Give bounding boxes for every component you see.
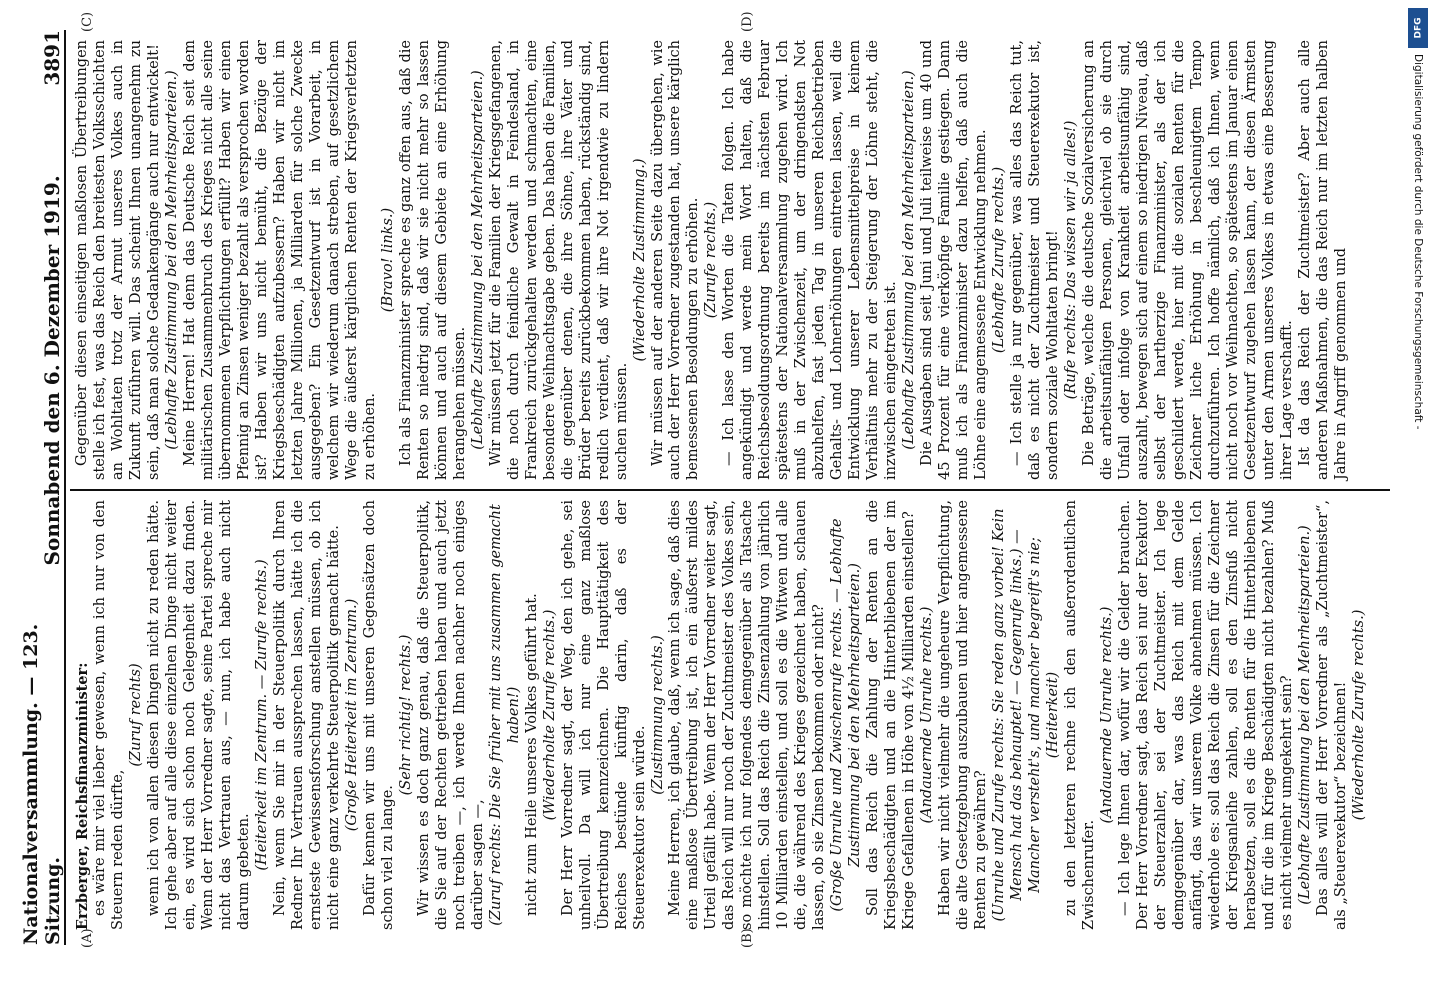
interjection: (Andauernde Unruhe rechts.)	[919, 606, 936, 824]
margin-marker-a: (A)	[80, 928, 95, 948]
interjection: (Heiterkeit)	[1045, 671, 1062, 759]
paragraph: Die Beträge, welche die deutsche Sozialversicherung an die arbeitsunfähigen Personen, gleichviel ob sie durch Unfall oder infolge von Krankheit arbeitsunfähig sind, auszahlt, bewegen sich auf einem so niedrigen Niveau, daß selbst der hartherzige Finanzminister, als der ich geschildert werde, hier mit die sozialen Renten für die Zeichner liche Erhöhung in beschleunigtem Tempo durchzuführen. Ich hoffe nämlich, daß ich Ihnen, wenn nicht noch vor Weihnachten, so spätestens im Januar einen Gesetzentwurf zugehen lassen kann, der diesen Ärmsten unter den Armen unseres Volkes in etwas eine Besserung ihrer Lage verschafft.	[1081, 40, 1295, 480]
paragraph: Meine Herren! Hat denn das Deutsche Reich seit dem militärischen Zusammenbruch des Krieges nicht alle seine übernommenen Verpflichtungen erfüllt? Haben wir einen Pfennig an Zinsen weniger bezahlt als versprochen worden ist? Haben wir uns nicht bemüht, die Bezüge der Kriegsbeschädigten aufzubessern? Haben wir nicht im letzten Jahre Millionen, ja Milliarden für solche Zwecke ausgegeben? Ein Gesetzentwurf ist in Vorarbeit, in welchem wir wiederum danach streben, auf gesetzlichem Wege die äußerst kärglichen Renten der Kriegsverletzten zu erhöhen.	[181, 40, 378, 480]
paragraph: es wäre mir viel lieber gewesen, wenn ich nur von den Steuern reden dürfte,	[91, 500, 126, 930]
paragraph: Meine Herren, ich glaube, daß, wenn ich sage, daß dies eine maßlose Übertreibung ist, ich ein äußerst mildes Urteil gefällt habe. Wenn der Herr Vorredner weiter sagt, das Reich will nur noch der Zuchtmeister des Volkes sein, so möchte ich nur folgendes demgegenüber als Tatsache hinstellen. Soll das Reich die Zinsenzahlung von jährlich 10 Milliarden einstellen, und soll es die Witwen und alle die, die während des Krieges gezeichnet haben, schauen lassen, ob sie Zinsen bekommen oder nicht?	[667, 500, 828, 930]
paragraph: — Ich lasse den Worten die Taten folgen. Ich habe angekündigt und werde mein Wort halten, daß die Reichsbesoldungsordnung bereits im nächsten Februar spätestens der Nationalversammlung zugehen wird. Ich muß in der Zwischenzeit, um der dringendsten Not abzuhelfen, fast jeden Tag in unseren Reichsbetrieben Gehalts- und Lohnerhöhungen eintreten lassen, weil die Entwicklung unserer Lebensmittelpreise in keinem Verhältnis mehr zu der Steigerung der Löhne steht, die inzwischen eingetreten ist.	[721, 40, 900, 480]
column-divider	[70, 489, 1390, 491]
header-left: Nationalversammlung. — 123. Sitzung.	[20, 623, 64, 945]
paragraph: — Ich lege Ihnen dar, wofür wir die Gelder brauchen. Der Herr Vorredner sagt, das Reich sei nur der Exekutor der Steuerzahler, sei der Zuchtmeister. Ich lege demgegenüber dar, was das Reich mit dem Gelde anfängt, das wir unserem Volke abnehmen müssen. Ich wiederhole es: soll das Reich die Zinsen für die Zeichner der Kriegsanleihe zahlen, soll es den Zinsfuß nicht herabsetzen, soll es die Renten für die Hinterbliebenen und für die im Kriege Beschädigten nicht bezahlen? Muß es nicht vielmehr umgekehrt sein?	[1117, 500, 1295, 930]
interjection: (Rufe rechts: Das wissen wir ja alles!)	[1063, 120, 1080, 400]
paragraph: Dafür kennen wir uns mit unseren Gegensätzen doch schon viel zu lange.	[361, 500, 396, 930]
paragraph: Gegenüber diesen einseitigen maßlosen Übertreibungen stelle ich fest, was das Reich den breitesten Volksschichten an Wohltaten trotz der Armut unseres Volkes auch in Zukunft zuführen will. Das scheint Ihnen unangenehm zu sein, daß man solche Gedankengänge auch nur entwickelt!	[74, 40, 162, 480]
paragraph: Der Herr Vorredner sagt, der Weg, den ich gehe, sei unheilvoll. Da will ich nur eine ganz maßlose Übertreibung kennzeichnen. Die Haupttätigkeit des Reiches bestünde künftig darin, daß es der Steuerexekutor sein würde.	[559, 500, 648, 930]
paragraph: Haben wir nicht vielmehr die ungeheure Verpflichtung, die alte Gesetzgebung auszubauen und hier angemessene Renten zu gewähren?	[937, 500, 990, 930]
interjection: (Sehr richtig! rechts.)	[397, 634, 414, 796]
dfg-logo: DFG	[1408, 8, 1428, 48]
interjection: (Lebhafte Zustimmung bei den Mehrheitsparteien.)	[163, 70, 180, 450]
paragraph: Ich als Finanzminister spreche es ganz offen aus, daß die Renten so niedrig sind, daß wir sie nicht mehr so lassen können und auch auf diesem Gebiete an eine Erhöhung herangehen müssen.	[397, 40, 468, 480]
left-text-column	[74, 500, 1390, 930]
interjection: (Lebhafte Zustimmung bei den Mehrheitsparteien.)	[1296, 525, 1313, 905]
paragraph: Wir müssen auf der anderen Seite dazu übergehen, wie auch der Herr Vorredner zugestanden hat, unsere kärglich bemessenen Besoldungen zu erhöhen.	[649, 40, 702, 480]
interjection: (Zuruf rechts)	[127, 663, 144, 767]
interjection: (Heiterkeit im Zentrum. — Zurufe rechts.)	[253, 559, 270, 871]
credit-text: Digitalisierung gefördert durch die Deutsche Forschungsgemeinschaft -	[1412, 54, 1424, 430]
paragraph: Wir wissen es doch ganz genau, daß die Steuerpolitik, die Sie auf der Rechten getrieben haben und auch jetzt noch treiben —, ich werde Ihnen nachher noch einiges darüber sagen —,	[415, 500, 486, 930]
interjection: (Große Heiterkeit im Zentrum.)	[343, 598, 360, 832]
interjection: (Lebhafte Zustimmung bei den Mehrheitsparteien.)	[901, 70, 918, 450]
paragraph: Ist da das Reich der Zuchtmeister? Aber auch alle anderen Maßnahmen, die das Reich nur im letzten halben Jahre in Angriff genommen und	[1296, 40, 1349, 480]
page-header	[20, 30, 66, 945]
paragraph: Das alles will der Herr Vorredner als „Zuchtmeister“, als „Steuerexekutor“ bezeichnen!	[1314, 500, 1349, 930]
interjection: (Wiederholte Zustimmung.)	[631, 158, 648, 362]
paragraph: wenn ich von allen diesen Dingen nicht zu reden hätte. Ich gehe aber auf alle diese einzelnen Dinge nicht weiter ein, es wird sich schon noch Gelegenheit dazu finden. Wenn der Herr Vorredner sagte, seine Partei spreche mir nicht das Vertrauen aus, — nun, ich habe auch nicht darum gebeten.	[145, 500, 252, 930]
margin-marker-b: (B)	[740, 928, 755, 948]
interjection: (Lebhafte Zurufe rechts.)	[991, 166, 1008, 354]
paragraph: Die Ausgaben sind seit Juni und Juli teilweise um 40 und 45 Prozent für eine vierköpfige Familie gestiegen. Dann muß ich als Finanzminister dazu helfen, daß auch die Löhne eine angemessene Entwicklung nehmen.	[919, 40, 990, 480]
paragraph: — Ich stelle ja nur gegenüber, was alles das Reich tut, daß es nicht der Zuchtmeister und Steuerexekutor ist, sondern soziale Wohltaten bringt!	[1009, 40, 1062, 480]
paragraph: nicht zum Heile unseres Volkes geführt hat.	[523, 593, 540, 916]
paragraph: Soll das Reich die Zahlung der Renten an die Kriegsbeschädigten und an die Hinterbliebenen der im Kriege Gefallenen in Höhe von 4½ Milliarden einstellen?	[865, 500, 918, 930]
paragraph: zu den letzteren rechne ich den außerordentlichen Zwischenrufer.	[1063, 500, 1098, 930]
paragraph: Wir müssen jetzt für die Familien der Kriegsgefangenen, die noch durch feindliche Gewalt in Feindesland, in Frankreich zurückgehalten werden und schmachten, eine besondere Weihnachtsgabe geben. Das haben die Familien, die gegenüber denen, die ihre Söhne, ihre Väter und Brüder bereits zurückbekommen haben, rückständig sind, redlich verdient, daß wir ihre Not irgendwie zu lindern suchen müssen.	[487, 40, 630, 480]
header-date: Sonnabend den 6. Dezember 1919.	[40, 175, 64, 566]
margin-marker-d: (D)	[740, 11, 755, 32]
interjection: (Bravo! links.)	[379, 207, 396, 313]
interjection: (Andauernde Unruhe rechts.)	[1099, 606, 1116, 824]
page-number: 3891	[40, 30, 64, 86]
digitization-credit	[1404, 6, 1432, 996]
right-text-column	[74, 40, 1390, 480]
interjection: (Wiederholte Zurufe rechts.)	[1350, 609, 1367, 821]
interjection: (Zurufe rechts.)	[703, 201, 720, 319]
interjection: (Zuruf rechts: Die Sie früher mit uns zusammen gemacht haben!)	[487, 504, 522, 926]
margin-marker-c: (C)	[80, 11, 95, 32]
interjection: (Zustimmung rechts.)	[649, 635, 666, 795]
interjection: (Wiederholte Zurufe rechts.)	[541, 609, 558, 821]
interjection: (Lebhafte Zustimmung bei den Mehrheitsparteien.)	[469, 70, 486, 450]
speaker-name: Erzberger, Reichsfinanzminister:	[74, 662, 91, 930]
paragraph: Nein, wenn Sie mir in der Steuerpolitik durch Ihren Redner Ihr Vertrauen aussprechen lassen, hätte ich die ernsteste Gewissensforschung anstellen müssen, ob ich nicht eine ganz verkehrte Steuerpolitik gemacht hätte.	[271, 500, 342, 930]
interjection: (Unruhe und Zurufe rechts: Sie reden ganz vorbei! Kein Mensch hat das behauptet! — Gegenrufe links.) — Mancher versteht's, und mancher begreift's nie;	[991, 508, 1044, 922]
interjection: (Große Unruhe und Zwischenrufe rechts. — Lebhafte Zustimmung bei den Mehrheitsparteien.)	[829, 518, 864, 912]
